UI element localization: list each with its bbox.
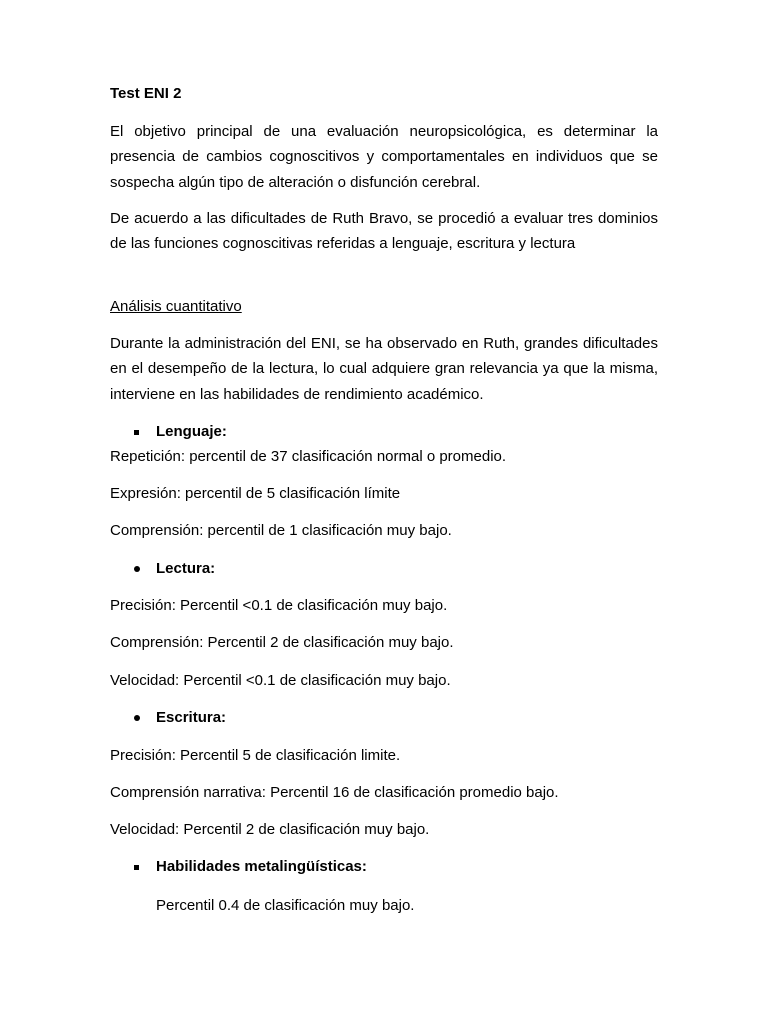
- lectura-item: Precisión: Percentil <0.1 de clasificación muy bajo.: [110, 597, 448, 614]
- disc-bullet-icon: [134, 709, 146, 727]
- summary-paragraph: Durante la administración del ENI, se ha observado en Ruth, grandes dificultades en el desempeño de la lectura, lo cual adquiere gran relevancia ya que la misma, interviene en las habilidades de rendimiento académico.: [110, 335, 658, 403]
- metalinguisticas-item: Percentil 0.4 de clasificación muy bajo.: [156, 897, 415, 914]
- escritura-item: Comprensión narrativa: Percentil 16 de clasificación promedio bajo.: [110, 784, 559, 801]
- intro-paragraph: El objetivo principal de una evaluación neuropsicológica, es determinar la presencia de cambios cognoscitivos y comportamentales en individuos que se sospecha algún tipo de alteración o disfunción cerebral.: [110, 123, 658, 191]
- lenguaje-item: Expresión: percentil de 5 clasificación límite: [110, 485, 401, 502]
- square-bullet-icon: [134, 858, 146, 876]
- bullet-heading-metalinguisticas: Habilidades metalingüísticas:: [156, 858, 367, 875]
- escritura-item: Velocidad: Percentil 2 de clasificación muy bajo.: [110, 821, 430, 838]
- lectura-item: Comprensión: Percentil 2 de clasificación muy bajo.: [110, 634, 454, 651]
- lenguaje-item: Repetición: percentil de 37 clasificación normal o promedio.: [110, 448, 507, 465]
- document-page: [110, 0, 658, 1024]
- bullet-heading-escritura: Escritura:: [156, 709, 227, 726]
- bullet-heading-lectura: Lectura:: [156, 560, 216, 577]
- section-heading: Análisis cuantitativo: [110, 298, 242, 315]
- lectura-item: Velocidad: Percentil <0.1 de clasificación muy bajo.: [110, 672, 451, 689]
- square-bullet-icon: [134, 423, 146, 441]
- disc-bullet-icon: [134, 560, 146, 578]
- bullet-heading-lenguaje: Lenguaje:: [156, 423, 227, 440]
- lenguaje-item: Comprensión: percentil de 1 clasificación muy bajo.: [110, 522, 452, 539]
- domains-paragraph: De acuerdo a las dificultades de Ruth Bravo, se procedió a evaluar tres dominios de las funciones cognoscitivas referidas a lenguaje, escritura y lectura: [110, 210, 658, 253]
- document-title: Test ENI 2: [110, 85, 182, 102]
- escritura-item: Precisión: Percentil 5 de clasificación limite.: [110, 747, 401, 764]
